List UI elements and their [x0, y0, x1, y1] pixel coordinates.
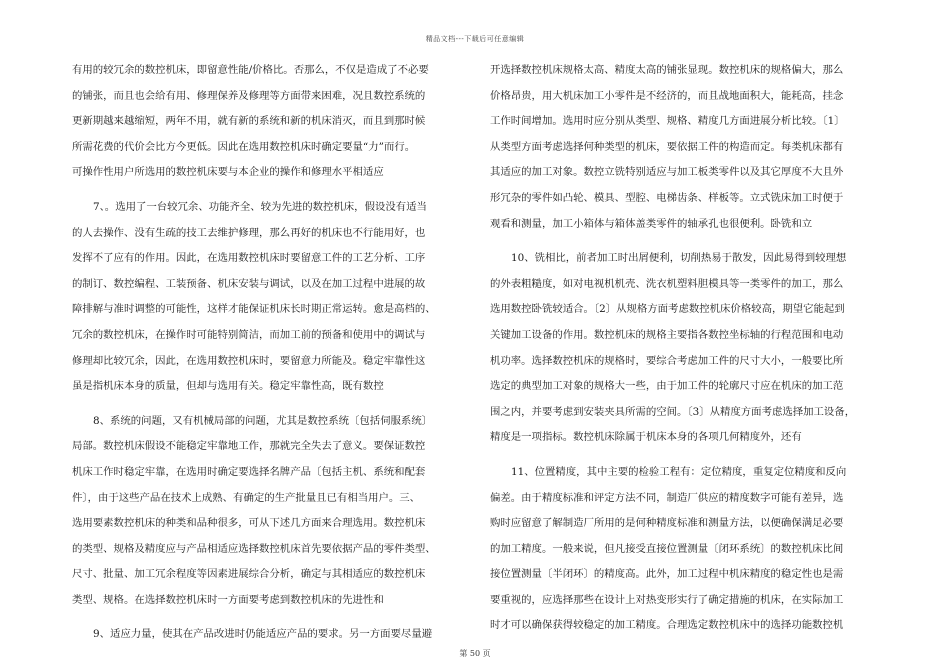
paragraph-start: 10、铣相比，前者加工时出屑便利，切削热易于散发，因此易得到较理想 — [511, 252, 847, 265]
text-line: 发挥不了应有的作用。因此，在选用数控机床时要留意工件的工艺分析、工序 — [72, 252, 426, 265]
right-text-column — [490, 58, 882, 639]
text-line: 尺寸、批量、加工冗余程度等因素进展综合分析，确定与其相适应的数控机床 — [72, 568, 426, 581]
text-line: 观看和测量，加工小箱体与箱体盖类零件的轴承孔也很便利。卧铣和立 — [490, 217, 813, 230]
text-line: 的类型、规格及精度应与产品相适应选择数控机床首先要依据产品的零件类型、 — [72, 542, 436, 555]
text-line: 件〕，由于这些产品在技术上成熟、有确定的生产批量且已有相当用户。三、 — [72, 491, 421, 504]
text-line: 形冗杂的零件如凸轮、模具、型腔、电梯齿条、样板等。立式铣床加工时便于 — [490, 191, 844, 204]
text-line: 围之内，并要考虑到安装夹具所需的空间。〔3〕从精度方面考虑选择加工设备， — [490, 405, 856, 418]
text-line: 购时应留意了解制造厂所用的是何种精度标准和测量方法，以便确保满足必要 — [490, 517, 844, 530]
text-line: 机床工作时稳定牢靠，在选用时确定要选择名牌产品〔包括主机、系统和配套 — [72, 465, 426, 478]
text-line: 精度是一项指标。数控机床除属于机床本身的各项几何精度外，还有 — [490, 431, 802, 444]
page-header: 精品文档---下载后可任意编辑 — [425, 35, 525, 43]
text-line: 可操作性用户所选用的数控机床要与本企业的操作和修理水平相适应 — [72, 166, 384, 179]
paragraph-start: 7、。选用了一台较冗余、功能齐全、较为先进的数控机床，假设没有适当 — [93, 200, 427, 213]
paragraph-start: 8、系统的问题，又有机械局部的问题，尤其是数控系统〔包括伺服系统〕 — [93, 414, 433, 427]
text-line: 的铺张，而且也会给有用、修理保养及修理等方面带来困难，况且数控系统的 — [72, 89, 426, 102]
text-line: 开选择数控机床规格太高、精度太高的铺张显现。数控机床的规格偏大，那么 — [490, 64, 844, 76]
text-line: 所需花费的代价会比方今更低。因此在选用数控机床时确定要量“力”而行。 — [72, 140, 416, 153]
text-line: 关键加工设备的作用。数控机床的规格主要指各数控坐标轴的行程范围和电动 — [490, 328, 844, 341]
text-line: 选用要素数控机床的种类和品种很多，可从下述几方面来合理选用。数控机床 — [72, 517, 426, 530]
text-line: 接位置测量〔半闭环〕的精度高。此外，加工过程中机床精度的稳定性也是需 — [490, 568, 844, 581]
text-line: 偏差。由于精度标准和评定方法不同，制造厂供应的精度数字可能有差异，选 — [490, 491, 844, 504]
text-line: 有用的较冗余的数控机床，即留意性能/价格比。否那么，不仅是造成了不必要 — [72, 64, 429, 76]
text-line: 局部。数控机床假设不能稳定牢靠地工作，那就完全失去了意义。要保证数控 — [72, 440, 426, 453]
text-line: 其适应的加工对象。数控立铣特别适应与加工板类零件以及其它厚度不大且外 — [490, 166, 844, 179]
text-line: 冗余的数控机床，在操作时可能特别简洁，而加工前的预备和使用中的调试与 — [72, 328, 426, 341]
text-line: 工作时间增加。选用时应分别从类型、规格、精度几方面进展分析比较。〔1〕 — [490, 115, 845, 128]
text-line: 虽是指机床本身的质量，但却与选用有关。稳定牢靠性高，既有数控 — [72, 380, 384, 393]
text-line: 障排解与准时调整的可能性，这样才能保证机床长时期正常运转。愈是高档的、 — [72, 303, 436, 316]
text-line: 修理却比较冗余，因此，在选用数控机床时，要留意力所能及。稳定牢靠性这 — [72, 354, 426, 367]
text-line: 选定的典型加工对象的规格大一些，由于加工件的轮廓尺寸应在机床的加工范 — [490, 380, 844, 393]
text-line: 的加工精度。一般来说，但凡接受直接位置测量〔闭环系统〕的数控机床比间 — [490, 542, 844, 555]
paragraph-start: 9、适应力量，使其在产品改进时仍能适应产品的要求。另一方面要尽量避 — [93, 628, 433, 641]
text-line: 从类型方面考虑选择何种类型的机床，要依据工件的构造而定。每类机床都有 — [490, 140, 844, 153]
text-line: 类型、规格。在选择数控机床时一方面要考虑到数控机床的先进性和 — [72, 593, 384, 606]
text-line: 的制订、数控编程、工装预备、机床安装与调试，以及在加工过程中进展的故 — [72, 277, 426, 290]
left-text-column — [72, 58, 464, 648]
text-line: 要重视的，应选择那些在设计上对热变形实行了确定措施的机床，在实际加工 — [490, 593, 844, 606]
paragraph-start: 11、位置精度，其中主要的检验工程有：定位精度，重复定位精度和反向 — [511, 465, 847, 478]
text-line: 时才可以确保获得较稳定的加工精度。合理选定数控机床中的选择功能数控机 — [490, 619, 844, 632]
text-line: 的外表粗糙度，如对电视机机壳、洗衣机塑料胆模具等一类零件的加工，那么 — [490, 277, 844, 290]
page-number: 第 50 页 — [459, 649, 491, 658]
text-line: 选用数控卧铣较适合。〔2〕从规格方面考虑数控机床价格较高，期望它能起到 — [490, 303, 845, 316]
text-line: 机功率。选择数控机床的规格时，要综合考虑加工件的尺寸大小，一般要比所 — [490, 354, 844, 367]
text-line: 的人去操作、没有生疏的技工去维护修理，那么再好的机床也不行能用好，也 — [72, 226, 426, 239]
text-line: 价格昂贵，用大机床加工小零件是不经济的，而且战地面积大，能耗高，挂念 — [490, 89, 844, 102]
text-line: 更新期越来越缩短，两年不用，就有新的系统和新的机床消灭，而且到那时候 — [72, 115, 426, 128]
